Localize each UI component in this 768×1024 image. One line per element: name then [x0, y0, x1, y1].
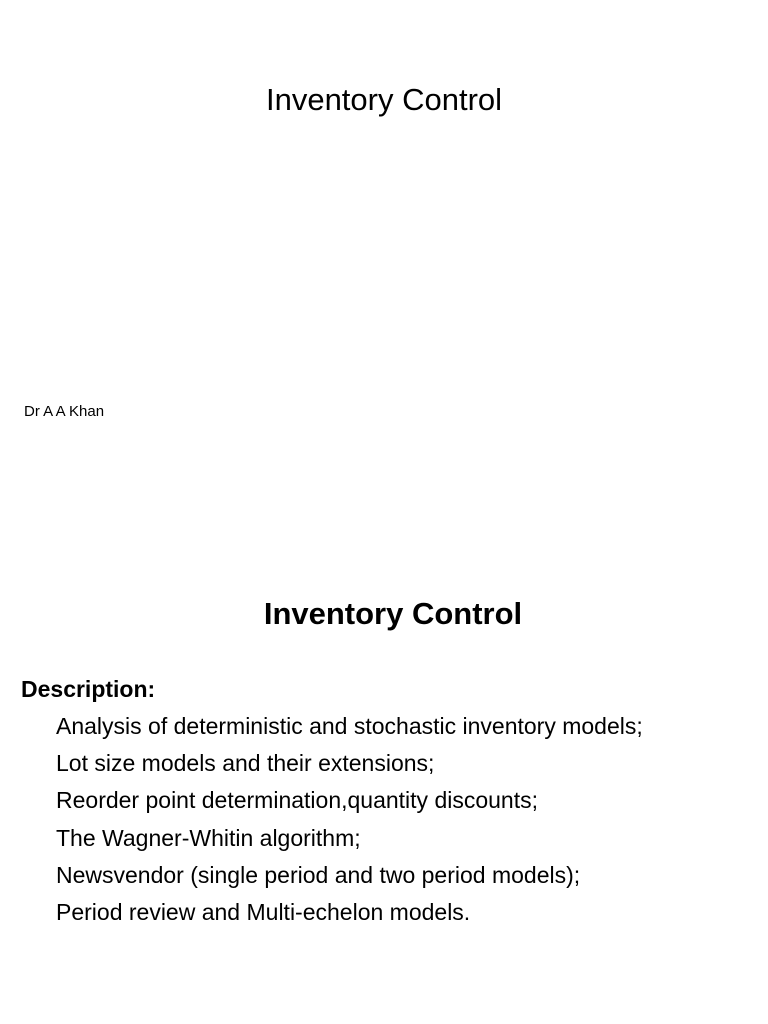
- list-item: Analysis of deterministic and stochastic inventory models;: [56, 713, 643, 739]
- list-item: Reorder point determination,quantity discounts;: [56, 787, 539, 814]
- list-item: Lot size models and their extensions;: [56, 750, 435, 777]
- slide-author: Dr A A Khan: [24, 403, 105, 420]
- description-list: [56, 708, 643, 931]
- list-item: Period review and Multi-echelon models.: [56, 899, 471, 926]
- slide-description-heading: Inventory Control: [263, 596, 523, 631]
- slide-title-heading: Inventory Control: [265, 82, 503, 117]
- list-item: Newsvendor (single period and two period models);: [56, 861, 581, 888]
- description-label: Description:: [21, 676, 156, 702]
- slide-description: [0, 512, 768, 1024]
- list-item: The Wagner-Whitin algorithm;: [56, 824, 361, 851]
